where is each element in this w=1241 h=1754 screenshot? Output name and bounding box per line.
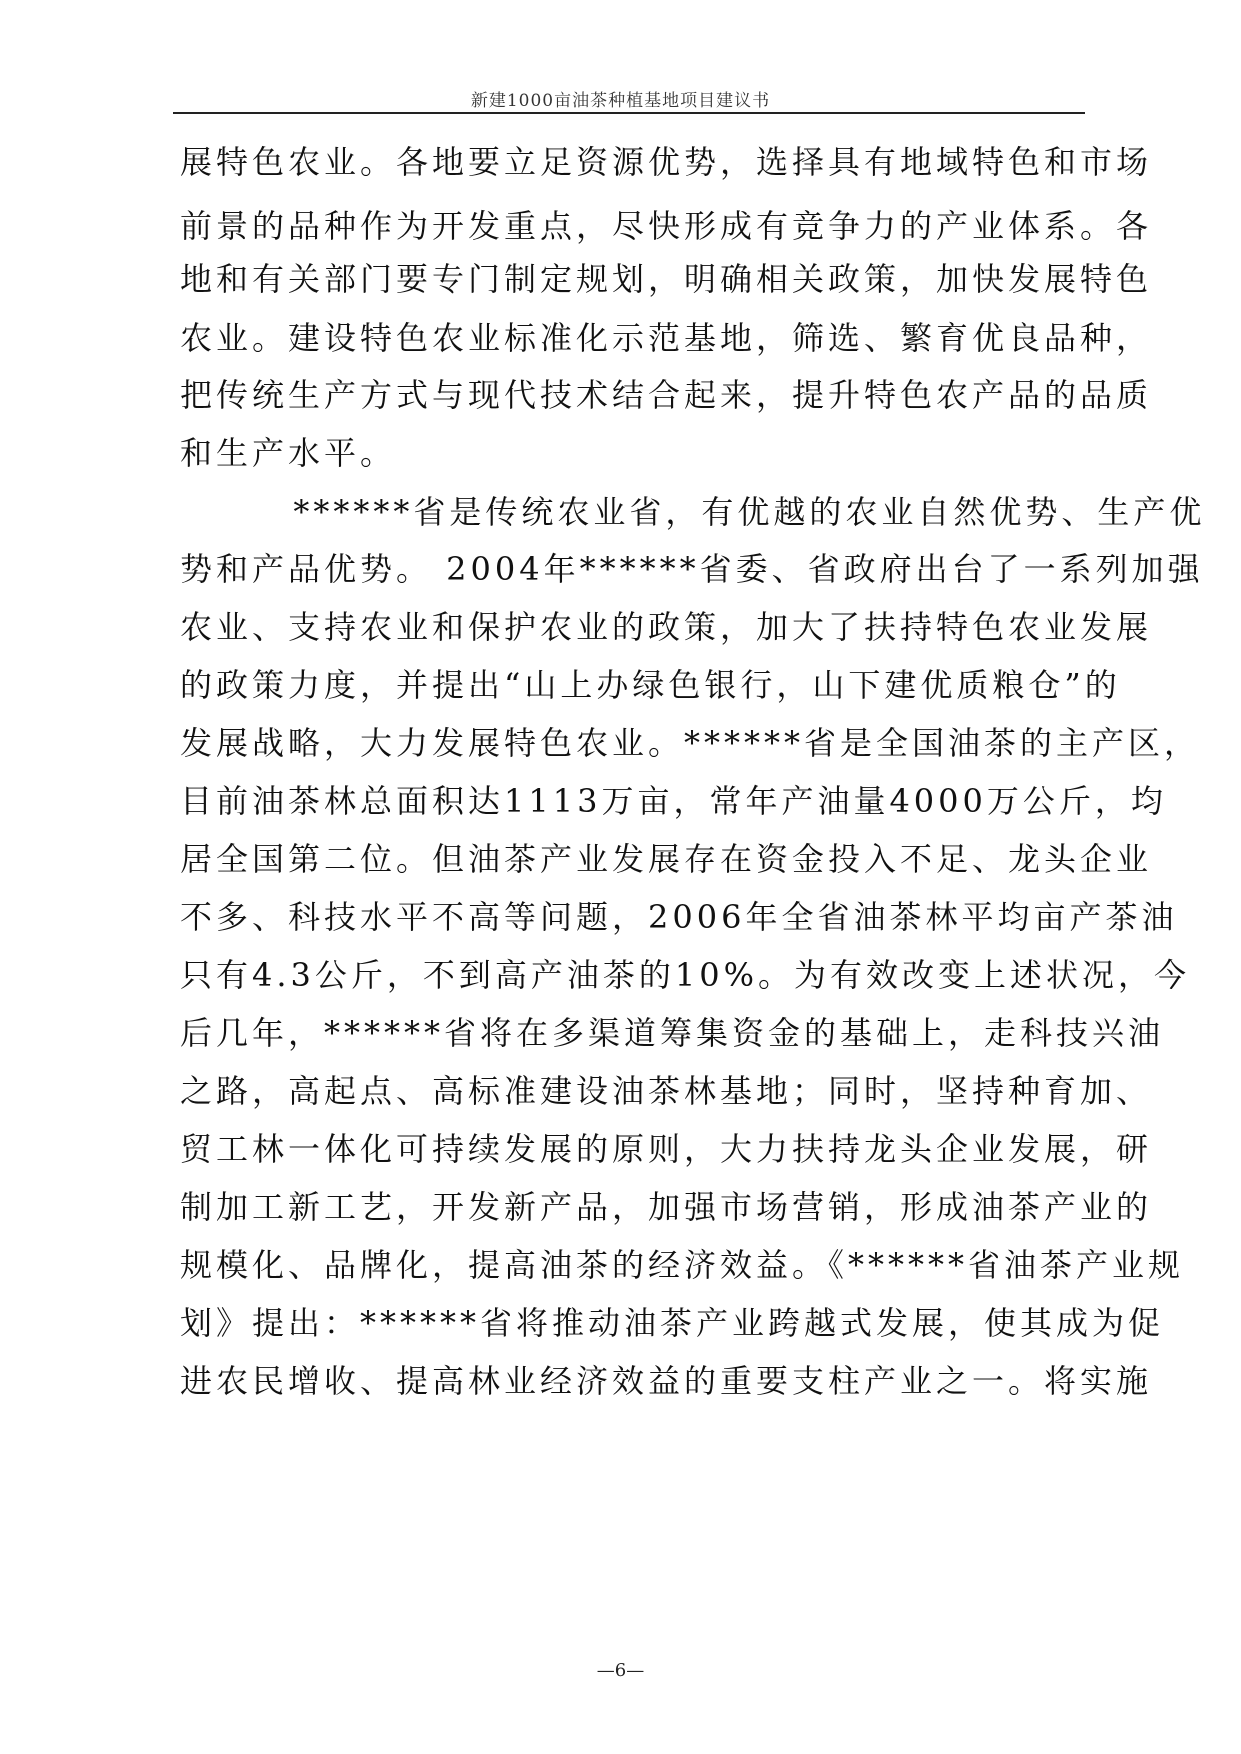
body-line: 农业、支持农业和保护农业的政策，加大了扶持特色农业发展 [180, 608, 1153, 646]
body-line: 和生产水平。 [180, 434, 397, 472]
body-line: 进农民增收、提高林业经济效益的重要支柱产业之一。将实施 [180, 1362, 1153, 1400]
body-line: 只有4.3公斤，不到高产油茶的10%。为有效改变上述状况，今 [180, 956, 1191, 994]
body-line: 制加工新工艺，开发新产品，加强市场营销，形成油茶产业的 [180, 1188, 1153, 1226]
body-line: 目前油茶林总面积达1113万亩，常年产油量4000万公斤，均 [180, 782, 1167, 820]
body-line: ******省是传统农业省，有优越的农业自然优势、生产优 [180, 493, 1206, 531]
body-line: 之路，高起点、高标准建设油茶林基地；同时，坚持种育加、 [180, 1072, 1153, 1110]
body-line: 地和有关部门要专门制定规划，明确相关政策，加快发展特色 [180, 260, 1153, 298]
header-title: 新建1000亩油茶种植基地项目建议书 [470, 91, 771, 111]
body-line: 后几年，******省将在多渠道筹集资金的基础上，走科技兴油 [180, 1014, 1165, 1052]
page-number: —6— [596, 1660, 645, 1681]
body-line: 展特色农业。各地要立足资源优势，选择具有地域特色和市场 [180, 143, 1153, 181]
body-line: 把传统生产方式与现代技术结合起来，提升特色农产品的品质 [180, 376, 1153, 414]
body-line: 的政策力度，并提出“山上办绿色银行，山下建优质粮仓”的 [180, 666, 1121, 704]
body-line: 贸工林一体化可持续发展的原则，大力扶持龙头企业发展，研 [180, 1130, 1153, 1168]
body-line: 前景的品种作为开发重点，尽快形成有竞争力的产业体系。各 [180, 207, 1153, 245]
body-line: 居全国第二位。但油茶产业发展存在资金投入不足、龙头企业 [180, 840, 1153, 878]
body-line: 不多、科技水平不高等问题，2006年全省油茶林平均亩产茶油 [180, 898, 1178, 936]
body-line: 发展战略，大力发展特色农业。******省是全国油茶的主产区， [180, 724, 1201, 762]
header-divider [173, 112, 1085, 114]
body-line: 农业。建设特色农业标准化示范基地，筛选、繁育优良品种， [180, 319, 1153, 357]
body-line: 势和产品优势。 2004年******省委、省政府出台了一系列加强 [180, 550, 1204, 588]
body-line: 划》提出：******省将推动油茶产业跨越式发展，使其成为促 [180, 1304, 1165, 1342]
body-line: 规模化、品牌化，提高油茶的经济效益。《******省油茶产业规 [180, 1246, 1185, 1284]
